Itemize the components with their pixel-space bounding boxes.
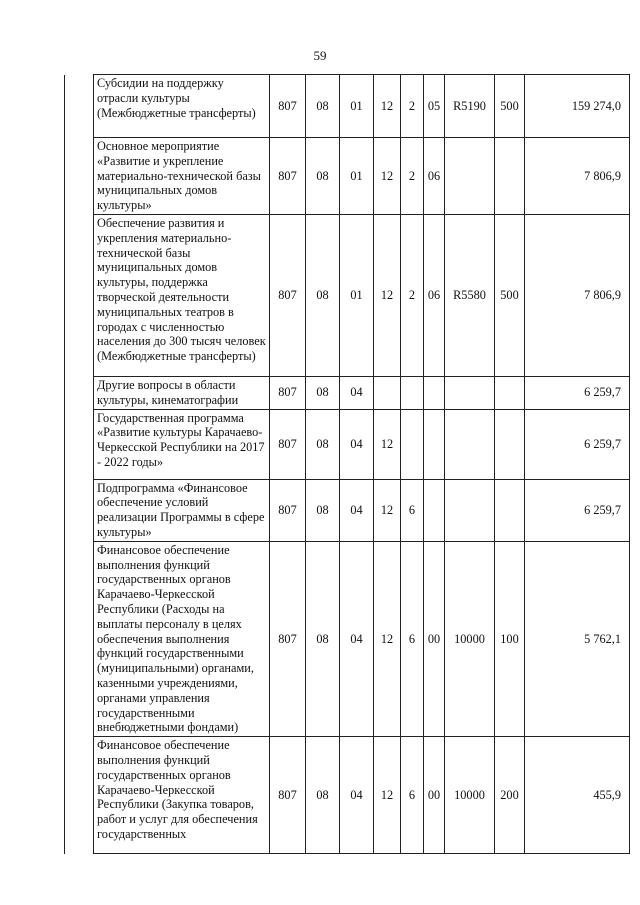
- table-row: [65, 737, 630, 854]
- measure-code: 06: [424, 214, 445, 376]
- budget-rows: [65, 75, 630, 854]
- subsection-code: 04: [340, 737, 374, 854]
- amount-value: 6 259,7: [525, 409, 630, 479]
- direction-code: R5580: [445, 214, 495, 376]
- measure-code: [424, 409, 445, 479]
- row-name: Финансовое обеспечение выполнения функций государственных органов Карачаево-Черкесской Республики (Закупка товаров, работ и услуг для обеспечения государственных: [94, 737, 270, 854]
- subsection-code: 04: [340, 479, 374, 541]
- table-row: [65, 409, 630, 479]
- direction-code: [445, 138, 495, 215]
- measure-code: [424, 376, 445, 409]
- row-name: Финансовое обеспечение выполнения функций государственных органов Карачаево-Черкесской Республики (Расходы на выплаты персоналу в целях обеспечения выполнения функций государственными (муниципальными) органами, казенными учреждениями, органами управления государственными внебюджетными фондами): [94, 541, 270, 736]
- expense-type-code: [495, 138, 525, 215]
- expense-type-code: [495, 376, 525, 409]
- amount-value: 7 806,9: [525, 138, 630, 215]
- lead-cell: [65, 376, 94, 409]
- amount-value: 5 762,1: [525, 541, 630, 736]
- row-name: Другие вопросы в области культуры, кинематографии: [94, 376, 270, 409]
- page-number: 59: [313, 48, 327, 63]
- measure-code: 06: [424, 138, 445, 215]
- row-name: Основное мероприятие «Развитие и укрепление материально-технической базы муниципальных домов культуры»: [94, 138, 270, 215]
- direction-code: [445, 409, 495, 479]
- direction-code: R5190: [445, 75, 495, 138]
- subprogram-code: 2: [401, 138, 424, 215]
- section-code: 08: [306, 541, 340, 736]
- expense-type-code: [495, 409, 525, 479]
- row-name: Государственная программа «Развитие культуры Карачаево-Черкесской Республики на 2017 - 2022 годы»: [94, 409, 270, 479]
- section-code: 08: [306, 376, 340, 409]
- subprogram-code: 6: [401, 541, 424, 736]
- ministry-code: 807: [270, 541, 306, 736]
- expense-type-code: 200: [495, 737, 525, 854]
- section-code: 08: [306, 75, 340, 138]
- program-code: 12: [374, 138, 401, 215]
- amount-value: 159 274,0: [525, 75, 630, 138]
- subsection-code: 04: [340, 409, 374, 479]
- lead-cell: [65, 479, 94, 541]
- section-code: 08: [306, 214, 340, 376]
- measure-code: [424, 479, 445, 541]
- ministry-code: 807: [270, 75, 306, 138]
- table-row: [65, 479, 630, 541]
- table-row: [65, 138, 630, 215]
- subsection-code: 01: [340, 214, 374, 376]
- amount-value: 455,9: [525, 737, 630, 854]
- section-code: 08: [306, 737, 340, 854]
- amount-value: 7 806,9: [525, 214, 630, 376]
- ministry-code: 807: [270, 737, 306, 854]
- section-code: 08: [306, 138, 340, 215]
- direction-code: 10000: [445, 541, 495, 736]
- amount-value: 6 259,7: [525, 376, 630, 409]
- direction-code: 10000: [445, 737, 495, 854]
- section-code: 08: [306, 409, 340, 479]
- ministry-code: 807: [270, 376, 306, 409]
- subprogram-code: 2: [401, 75, 424, 138]
- row-name: Субсидии на поддержку отрасли культуры (Межбюджетные трансферты): [94, 75, 270, 138]
- program-code: 12: [374, 479, 401, 541]
- budget-table: [64, 74, 630, 854]
- amount-value: 6 259,7: [525, 479, 630, 541]
- direction-code: [445, 479, 495, 541]
- ministry-code: 807: [270, 409, 306, 479]
- ministry-code: 807: [270, 214, 306, 376]
- subprogram-code: 6: [401, 479, 424, 541]
- measure-code: 05: [424, 75, 445, 138]
- section-code: 08: [306, 479, 340, 541]
- program-code: 12: [374, 214, 401, 376]
- ministry-code: 807: [270, 138, 306, 215]
- subsection-code: 04: [340, 541, 374, 736]
- direction-code: [445, 376, 495, 409]
- subsection-code: 01: [340, 75, 374, 138]
- expense-type-code: 100: [495, 541, 525, 736]
- table-row: [65, 75, 630, 138]
- table-row: [65, 214, 630, 376]
- subsection-code: 01: [340, 138, 374, 215]
- lead-cell: [65, 75, 94, 138]
- lead-cell: [65, 214, 94, 376]
- lead-cell: [65, 737, 94, 854]
- subprogram-code: [401, 409, 424, 479]
- lead-cell: [65, 409, 94, 479]
- program-code: [374, 376, 401, 409]
- program-code: 12: [374, 409, 401, 479]
- program-code: 12: [374, 75, 401, 138]
- subprogram-code: [401, 376, 424, 409]
- measure-code: 00: [424, 737, 445, 854]
- expense-type-code: 500: [495, 214, 525, 376]
- table-row: [65, 541, 630, 736]
- lead-cell: [65, 138, 94, 215]
- program-code: 12: [374, 541, 401, 736]
- row-name: Подпрограмма «Финансовое обеспечение условий реализации Программы в сфере культуры»: [94, 479, 270, 541]
- program-code: 12: [374, 737, 401, 854]
- subprogram-code: 6: [401, 737, 424, 854]
- measure-code: 00: [424, 541, 445, 736]
- lead-cell: [65, 541, 94, 736]
- subprogram-code: 2: [401, 214, 424, 376]
- expense-type-code: [495, 479, 525, 541]
- row-name: Обеспечение развития и укрепления материально-технической базы муниципальных домов культуры, поддержка творческой деятельности муниципальных театров в городах с численностью населения до 300 тысяч человек (Межбюджетные трансферты): [94, 214, 270, 376]
- subsection-code: 04: [340, 376, 374, 409]
- ministry-code: 807: [270, 479, 306, 541]
- expense-type-code: 500: [495, 75, 525, 138]
- table-row: [65, 376, 630, 409]
